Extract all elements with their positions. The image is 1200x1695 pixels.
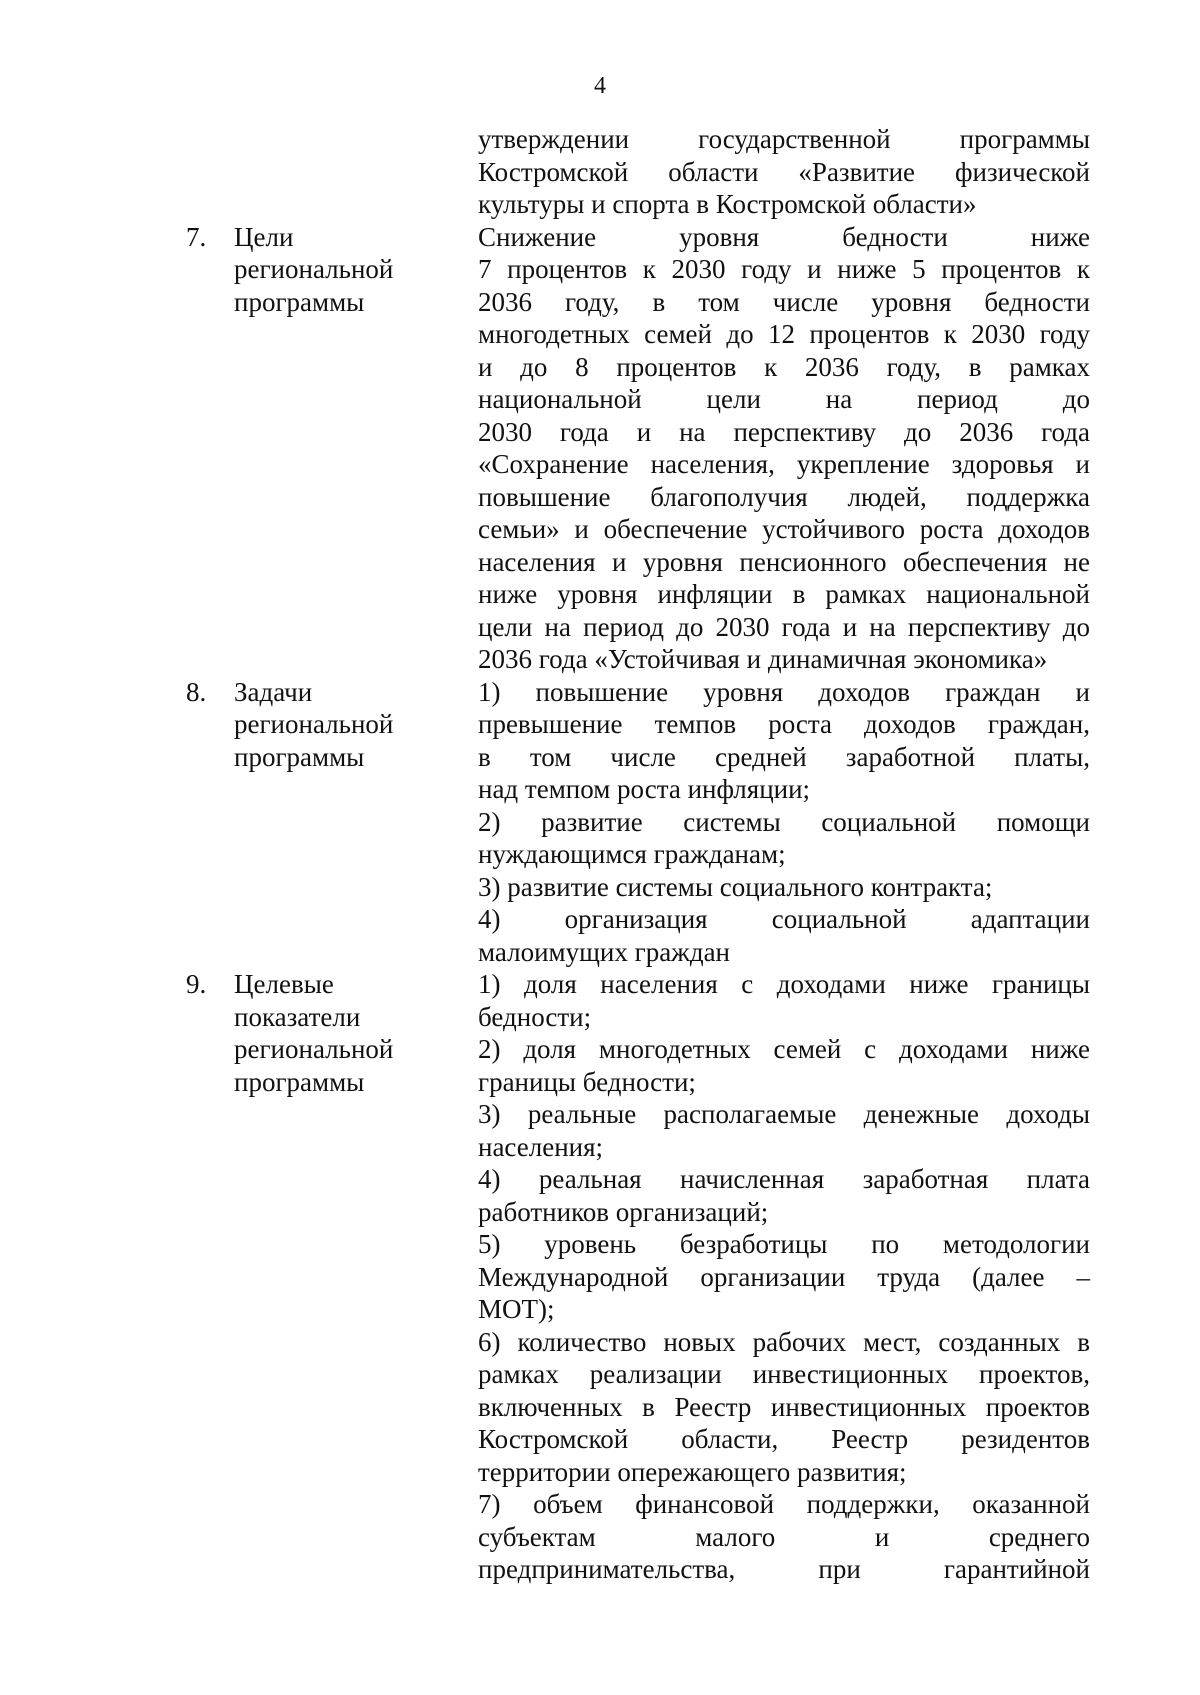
section-paragraph <box>478 806 1090 871</box>
section-label-line: программы <box>234 741 365 772</box>
text-line: Снижение уровня бедности ниже <box>478 221 1090 252</box>
text-line: повышение благополучия людей, поддержка <box>478 481 1090 512</box>
section-value <box>478 676 1090 969</box>
section-label-line: Задачи <box>234 676 313 707</box>
section-paragraph <box>478 968 1090 1033</box>
text-line: 4) организация социальной адаптации <box>478 904 1090 934</box>
section-label <box>234 221 478 319</box>
section-label-line: Целевые <box>234 969 334 999</box>
section-paragraph <box>478 1228 1090 1326</box>
text-line: цели на период до 2030 года и на перспективу до <box>478 611 1090 642</box>
section-value <box>478 221 1090 676</box>
text-line: предпринимательства, при гарантийной <box>478 1554 1090 1584</box>
text-line: населения и уровня пенсионного обеспечения не <box>478 546 1090 577</box>
continuation-row <box>186 123 1092 221</box>
text-line: бедности; <box>478 1001 592 1032</box>
section-paragraph <box>478 1488 1090 1586</box>
section-label-line: программы <box>234 286 365 317</box>
text-line: многодетных семей до 12 процентов к 2030 году <box>478 319 1090 349</box>
section-number: 8. <box>186 676 207 707</box>
section-paragraph <box>478 1163 1090 1228</box>
text-line: 3) развитие системы социального контракта; <box>478 871 993 902</box>
section-row <box>186 676 1092 969</box>
sections-container <box>186 221 1092 1586</box>
section-row <box>186 968 1092 1586</box>
section-paragraph <box>478 221 1090 676</box>
text-line: субъектам малого и среднего <box>478 1521 1090 1552</box>
section-label <box>234 968 478 1098</box>
program-passport-table <box>186 123 1092 1586</box>
section-paragraph <box>478 1033 1090 1098</box>
text-line: 2) доля многодетных семей с доходами ниже <box>478 1034 1090 1064</box>
text-line: малоимущих граждан <box>478 936 731 967</box>
section-paragraph <box>478 903 1090 968</box>
text-line: в том числе средней заработной платы, <box>478 741 1090 772</box>
section-label-line: Цели <box>234 221 294 252</box>
section-label-line: региональной <box>234 254 394 284</box>
text-line: ниже уровня инфляции в рамках национальной <box>478 579 1090 609</box>
text-line: 1) доля населения с доходами ниже границы <box>478 969 1090 999</box>
text-line: границы бедности; <box>478 1066 696 1097</box>
section-label-line: программы <box>234 1066 365 1097</box>
text-line: культуры и спорта в Костромской области» <box>478 189 977 219</box>
text-line: 6) количество новых рабочих мест, созданных в <box>478 1326 1090 1357</box>
text-line: утверждении государственной программы <box>478 124 1090 154</box>
text-line: национальной цели на период до <box>478 384 1090 414</box>
text-line: 4) реальная начисленная заработная плата <box>478 1164 1090 1194</box>
text-line: 7 процентов к 2030 году и ниже 5 процентов к <box>478 254 1090 284</box>
text-line: 2) развитие системы социальной помощи <box>478 806 1090 837</box>
section-number: 7. <box>186 221 207 252</box>
text-line: нуждающимся гражданам; <box>478 839 786 869</box>
section-label-line: показатели <box>234 1001 361 1032</box>
section-value <box>478 968 1090 1586</box>
text-line: Международной организации труда (далее – <box>478 1261 1090 1292</box>
text-line: 2036 года «Устойчивая и динамичная экономика» <box>478 644 1048 674</box>
page-number: 4 <box>594 73 606 99</box>
text-line: 2036 году, в том числе уровня бедности <box>478 286 1090 317</box>
text-line: рамках реализации инвестиционных проектов, <box>478 1359 1090 1389</box>
text-line: МОТ); <box>478 1294 555 1324</box>
text-line: 5) уровень безработицы по методологии <box>478 1229 1090 1259</box>
text-line: работников организаций; <box>478 1196 769 1227</box>
text-line: превышение темпов роста доходов граждан, <box>478 709 1090 739</box>
text-line: Костромской области «Развитие физической <box>478 156 1090 187</box>
text-line: 7) объем финансовой поддержки, оказанной <box>478 1489 1090 1519</box>
text-line: включенных в Реестр инвестиционных проектов <box>478 1391 1090 1422</box>
section-paragraph <box>478 1326 1090 1489</box>
text-line: «Сохранение населения, укрепление здоровья и <box>478 449 1090 479</box>
text-line: 1) повышение уровня доходов граждан и <box>478 676 1090 707</box>
section-number: 9. <box>186 969 207 999</box>
section-row <box>186 221 1092 676</box>
continuation-text <box>478 123 1090 221</box>
text-line: Костромской области, Реестр резидентов <box>478 1424 1090 1454</box>
section-label-line: региональной <box>234 709 394 739</box>
text-line: над темпом роста инфляции; <box>478 774 811 804</box>
section-paragraph <box>478 871 1090 904</box>
text-line: и до 8 процентов к 2036 году, в рамках <box>478 351 1090 382</box>
section-label <box>234 676 478 774</box>
section-label-line: региональной <box>234 1034 394 1064</box>
text-line: территории опережающего развития; <box>478 1456 907 1487</box>
section-paragraph <box>478 1098 1090 1163</box>
text-line: семьи» и обеспечение устойчивого роста доходов <box>478 514 1090 544</box>
text-line: населения; <box>478 1131 604 1162</box>
section-paragraph <box>478 676 1090 806</box>
text-line: 3) реальные располагаемые денежные доходы <box>478 1099 1090 1129</box>
text-line: 2030 года и на перспективу до 2036 года <box>478 416 1090 447</box>
